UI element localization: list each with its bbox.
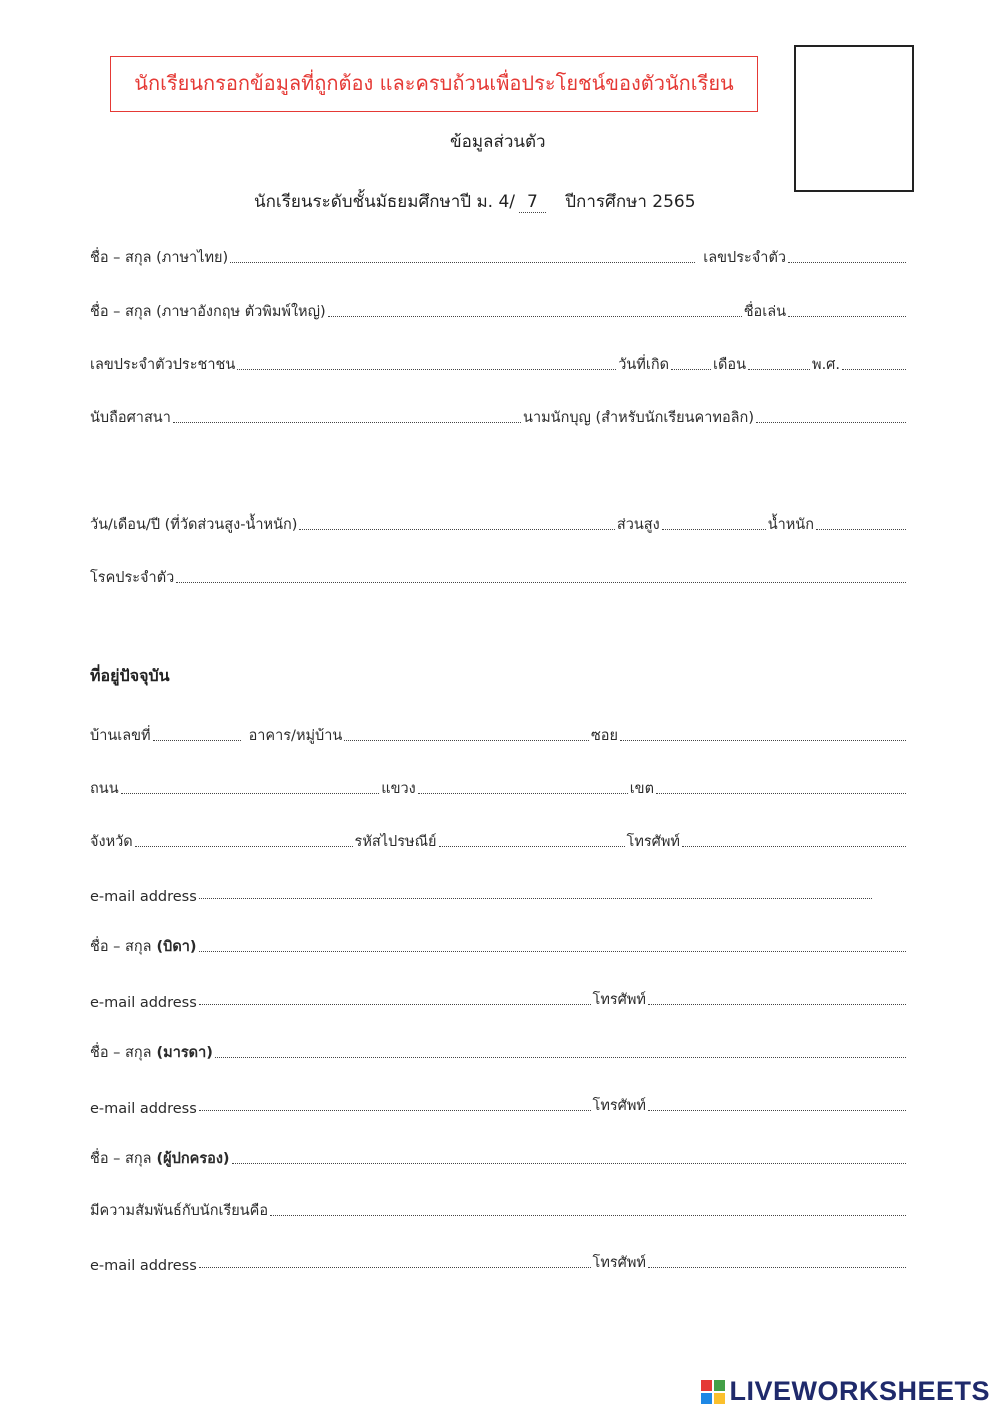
guardian-email-field[interactable] (199, 1267, 591, 1268)
academic-year-value: 2565 (652, 192, 696, 212)
house-no-field[interactable] (153, 740, 241, 741)
birth-month-label: เดือน (713, 357, 747, 373)
row-citizen-id (90, 350, 908, 376)
birth-day-label: วันที่เกิด (618, 357, 670, 373)
postcode-field[interactable] (439, 846, 625, 847)
name-th-label: ชื่อ – สกุล (ภาษาไทย) (90, 250, 229, 266)
logo-block (714, 1393, 725, 1404)
row-religion (90, 403, 908, 429)
citizen-id-label: เลขประจำตัวประชาชน (90, 357, 236, 373)
soi-label: ซอย (590, 728, 618, 744)
row-guardian-relation (90, 1196, 908, 1222)
guardian-email-label: e-mail address (90, 1258, 197, 1274)
father-email-label: e-mail address (90, 995, 197, 1011)
postcode-label: รหัสไปรษณีย์ (354, 834, 437, 850)
subdistrict-label: แขวง (381, 781, 416, 797)
guardian-relation-label: มีความสัมพันธ์กับนักเรียนคือ (90, 1203, 269, 1219)
liveworksheets-text: LIVEWORKSHEETS (729, 1376, 990, 1406)
row-father-name (90, 932, 908, 958)
guardian-relation-field[interactable] (270, 1215, 906, 1216)
class-room-value[interactable]: 7 (519, 192, 546, 213)
building-label: อาคาร/หมู่บ้าน (248, 728, 343, 744)
road-field[interactable] (121, 793, 380, 794)
father-phone-label: โทรศัพท์ (592, 992, 646, 1008)
religion-field[interactable] (173, 422, 521, 423)
guardian-name-label: ชื่อ – สกุล (90, 1151, 152, 1167)
birth-year-label: พ.ศ. (812, 357, 840, 373)
row-house (90, 721, 908, 747)
height-label: ส่วนสูง (616, 517, 660, 533)
row-disease (90, 563, 908, 589)
disease-label: โรคประจำตัว (90, 570, 175, 586)
father-name-field[interactable] (199, 951, 906, 952)
student-id-label: เลขประจำตัว (703, 250, 786, 266)
phone-field[interactable] (682, 846, 906, 847)
row-guardian-name (90, 1144, 908, 1170)
name-th-field[interactable] (230, 262, 695, 263)
citizen-id-field[interactable] (237, 369, 616, 370)
email-label: e-mail address (90, 889, 197, 905)
row-mother-contact (90, 1091, 908, 1117)
soi-field[interactable] (620, 740, 906, 741)
road-label: ถนน (90, 781, 119, 797)
class-level-prefix: นักเรียนระดับชั้นมัธยมศึกษาปี ม. 4/ (254, 192, 516, 212)
mother-email-field[interactable] (199, 1110, 591, 1111)
nickname-field[interactable] (788, 316, 906, 317)
liveworksheets-blocks-icon (701, 1380, 725, 1404)
row-road (90, 774, 908, 800)
page-title: ข้อมูลส่วนตัว (450, 132, 546, 152)
mother-phone-label: โทรศัพท์ (592, 1098, 646, 1114)
guardian-role-label: (ผู้ปกครอง) (156, 1151, 230, 1167)
row-province (90, 827, 908, 853)
height-field[interactable] (662, 529, 766, 530)
student-id-field[interactable] (788, 262, 906, 263)
logo-block (714, 1380, 725, 1391)
baptism-name-field[interactable] (756, 422, 906, 423)
father-role-label: (บิดา) (156, 939, 197, 955)
row-email (90, 879, 874, 905)
photo-box (794, 45, 914, 192)
row-name-th (90, 243, 908, 269)
row-father-contact (90, 985, 908, 1011)
mother-role-label: (มารดา) (156, 1045, 213, 1061)
row-guardian-contact (90, 1248, 908, 1274)
academic-year-label: ปีการศึกษา (565, 192, 647, 212)
instruction-notice: นักเรียนกรอกข้อมูลที่ถูกต้อง และครบถ้วนเพื่อประโยชน์ของตัวนักเรียน (110, 56, 758, 112)
birth-day-field[interactable] (671, 369, 711, 370)
nickname-label: ชื่อเล่น (743, 304, 786, 320)
religion-label: นับถือศาสนา (90, 410, 171, 426)
house-no-label: บ้านเลขที่ (90, 728, 151, 744)
district-field[interactable] (656, 793, 906, 794)
class-level-line (254, 188, 696, 215)
province-field[interactable] (135, 846, 353, 847)
row-name-en (90, 297, 908, 323)
father-name-label: ชื่อ – สกุล (90, 939, 152, 955)
measure-date-field[interactable] (299, 529, 614, 530)
father-phone-field[interactable] (648, 1004, 906, 1005)
weight-field[interactable] (816, 529, 906, 530)
liveworksheets-logo (701, 1376, 990, 1407)
building-field[interactable] (344, 740, 589, 741)
birth-month-field[interactable] (748, 369, 810, 370)
father-email-field[interactable] (199, 1004, 591, 1005)
mother-phone-field[interactable] (648, 1110, 906, 1111)
disease-field[interactable] (176, 582, 906, 583)
row-measure (90, 510, 908, 536)
mother-name-field[interactable] (215, 1057, 906, 1058)
logo-block (701, 1380, 712, 1391)
logo-block (701, 1393, 712, 1404)
guardian-phone-label: โทรศัพท์ (592, 1255, 646, 1271)
mother-name-label: ชื่อ – สกุล (90, 1045, 152, 1061)
name-en-field[interactable] (328, 316, 742, 317)
mother-email-label: e-mail address (90, 1101, 197, 1117)
subdistrict-field[interactable] (418, 793, 628, 794)
baptism-name-label: นามนักบุญ (สำหรับนักเรียนคาทอลิก) (523, 410, 754, 426)
province-label: จังหวัด (90, 834, 133, 850)
weight-label: น้ำหนัก (767, 517, 814, 533)
guardian-name-field[interactable] (232, 1163, 906, 1164)
email-field[interactable] (199, 898, 872, 899)
guardian-phone-field[interactable] (648, 1267, 906, 1268)
address-section-title: ที่อยู่ปัจจุบัน (90, 666, 170, 685)
measure-date-label: วัน/เดือน/ปี (ที่วัดส่วนสูง-น้ำหนัก) (90, 517, 298, 533)
row-mother-name (90, 1038, 908, 1064)
phone-label: โทรศัพท์ (626, 834, 680, 850)
birth-year-field[interactable] (842, 369, 906, 370)
name-en-label: ชื่อ – สกุล (ภาษาอังกฤษ ตัวพิมพ์ใหญ่) (90, 304, 326, 320)
district-label: เขต (629, 781, 654, 797)
